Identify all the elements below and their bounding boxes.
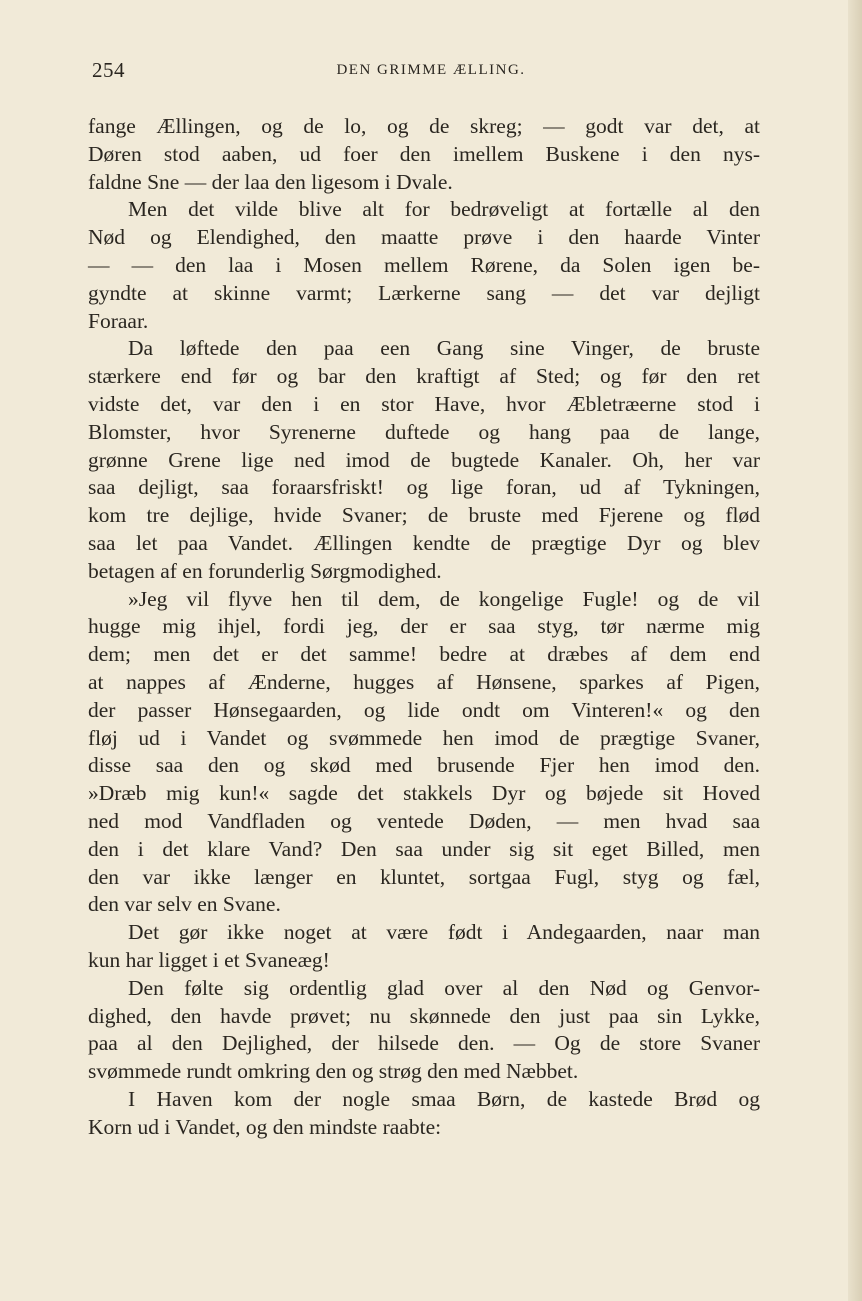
text-line: Blomster, hvor Syrenerne duftede og hang paa de lange, <box>88 419 760 444</box>
text-line: faldne Sne — der laa den ligesom i Dvale. <box>88 169 453 194</box>
text-line: Da løftede den paa een Gang sine Vinger, de bruste <box>128 336 760 361</box>
text-line: fange Ællingen, og de lo, og de skreg; — godt var det, at <box>88 114 760 138</box>
text-line: saa dejligt, saa foraarsfriskt! og lige foran, ud af Tykningen, <box>88 475 760 500</box>
text-line: at nappes af Ænderne, hugges af Hønsene, sparkes af Pigen, <box>88 669 760 694</box>
text-line: svømmede rundt omkring den og strøg den med Næbbet. <box>88 1059 579 1084</box>
text-line: »Dræb mig kun!« sagde det stakkels Dyr og bøjede sit Hoved <box>88 781 760 806</box>
text-line: gyndte at skinne varmt; Lærkerne sang — det var dejligt <box>88 280 760 305</box>
text-line: kom tre dejlige, hvide Svaner; de bruste med Fjerene og flød <box>88 503 760 528</box>
text-line: Det gør ikke noget at være født i Andegaarden, naar man <box>128 920 760 945</box>
text-line: Nød og Elendighed, den maatte prøve i den haarde Vinter <box>88 225 760 250</box>
text-line: der passer Hønsegaarden, og lide ondt om Vinteren!« og den <box>88 697 760 722</box>
text-line: den var ikke længer en kluntet, sortgaa Fugl, styg og fæl, <box>88 864 760 889</box>
text-line: Foraar. <box>88 308 149 333</box>
running-title: DEN GRIMME ÆLLING. <box>336 62 526 78</box>
text-line: ned mod Vandfladen og ventede Døden, — men hvad saa <box>88 808 760 833</box>
page-header <box>92 58 760 90</box>
text-line: Men det vilde blive alt for bedrøveligt at fortælle al den <box>128 197 760 222</box>
text-line: Den følte sig ordentlig glad over al den Nød og Genvor- <box>128 975 760 1000</box>
text-line: hugge mig ihjel, fordi jeg, der er saa styg, tør nærme mig <box>88 614 760 639</box>
text-line: kun har ligget i et Svaneæg! <box>88 947 330 972</box>
text-line: dighed, den havde prøvet; nu skønnede den just paa sin Lykke, <box>88 1003 760 1028</box>
text-line: I Haven kom der nogle smaa Børn, de kastede Brød og <box>128 1086 760 1111</box>
text-line: stærkere end før og bar den kraftigt af Sted; og før den ret <box>88 364 760 389</box>
text-line: »Jeg vil flyve hen til dem, de kongelige Fugle! og de vil <box>128 586 760 611</box>
text-line: — — den laa i Mosen mellem Rørene, da Solen igen be- <box>88 252 760 277</box>
text-line: fløj ud i Vandet og svømmede hen imod de prægtige Svaner, <box>88 725 760 750</box>
text-line: disse saa den og skød med brusende Fjer hen imod den. <box>88 753 760 778</box>
text-line: betagen af en forunderlig Sørgmodighed. <box>88 558 442 583</box>
page-number: 254 <box>92 58 125 82</box>
text-line: Døren stod aaben, ud foer den imellem Buskene i den nys- <box>88 141 760 166</box>
text-line: dem; men det er det samme! bedre at dræbes af dem end <box>88 642 760 667</box>
text-line: den var selv en Svane. <box>88 892 281 917</box>
text-line: saa let paa Vandet. Ællingen kendte de prægtige Dyr og blev <box>88 530 760 555</box>
text-line: Korn ud i Vandet, og den mindste raabte: <box>88 1114 442 1139</box>
text-line: den i det klare Vand? Den saa under sig sit eget Billed, men <box>88 836 760 861</box>
page-edge <box>848 0 862 1301</box>
body-text <box>88 113 760 1141</box>
text-line: paa al den Dejlighed, der hilsede den. — Og de store Svaner <box>88 1031 760 1056</box>
text-line: grønne Grene lige ned imod de bugtede Kanaler. Oh, her var <box>88 447 760 472</box>
text-line: vidste det, var den i en stor Have, hvor Æbletræerne stod i <box>88 391 760 416</box>
